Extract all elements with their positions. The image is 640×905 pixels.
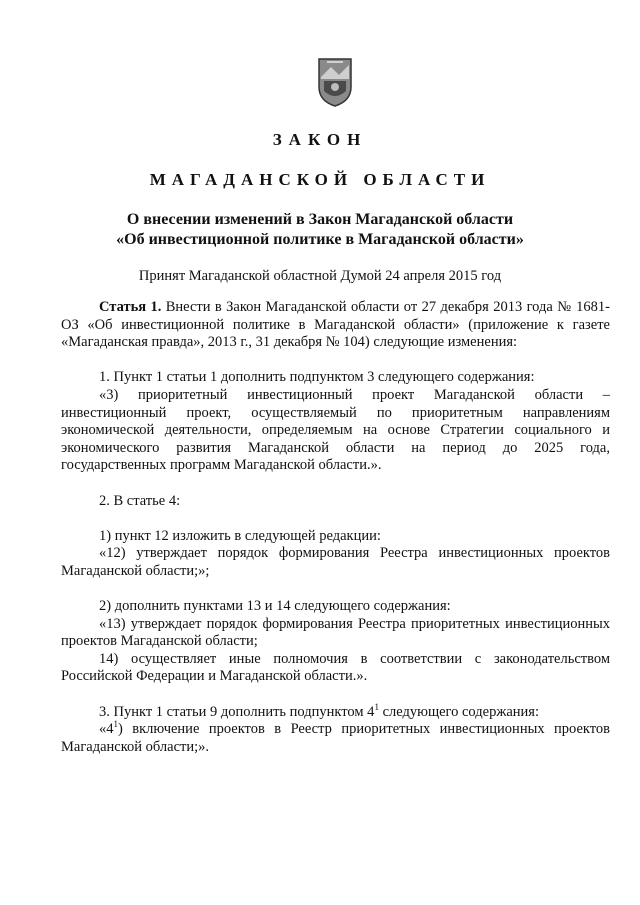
item-text	[61, 721, 610, 756]
item-heading-text: 3. Пункт 1 статьи 9 дополнить подпунктом 4	[99, 703, 375, 720]
subitem-heading: 1) пункт 12 изложить в следующей редакции:	[99, 527, 381, 544]
item-heading: 2. В статье 4:	[99, 492, 181, 509]
subitem-text: «13) утверждает порядок формирования Реестра приоритетных инвестиционных проектов Магаданской области;	[61, 615, 610, 650]
coat-of-arms-icon	[317, 57, 353, 107]
superscript: 1	[113, 719, 118, 730]
subject-line: «Об инвестиционной политике в Магаданской области»	[116, 231, 524, 248]
article-label: Статья 1.	[99, 299, 162, 315]
document-type-title: ЗАКОН	[272, 130, 368, 149]
subject-line: О внесении изменений в Закон Магаданской области	[126, 211, 514, 228]
region-title: МАГАДАНСКОЙ ОБЛАСТИ	[149, 170, 491, 189]
item-text: «3) приоритетный инвестиционный проект Магаданской области – инвестиционный проект, осуществляемый по приоритетным направлениям экономической деятельности, определяемым на основе Стратегии социального и экономического развития Магаданской области на период до 2025 года, государственных программ Магаданской области.».	[61, 386, 610, 474]
article-paragraph	[61, 299, 610, 352]
item-text-part: «4	[99, 721, 114, 738]
superscript: 1	[374, 701, 379, 712]
subitem-heading: 2) дополнить пунктами 13 и 14 следующего содержания:	[99, 598, 451, 615]
item-heading-text: следующего содержания:	[378, 703, 540, 720]
law-subject-title	[80, 210, 560, 250]
item-heading: 1. Пункт 1 статьи 1 дополнить подпунктом 3 следующего содержания:	[99, 369, 535, 386]
adoption-note: Принят Магаданской областной Думой 24 апреля 2015 год	[138, 268, 502, 284]
subitem-text: 14) осуществляет иные полномочия в соответствии с законодательством Российской Федерации и Магаданской области.».	[61, 650, 610, 685]
subitem-text: «12) утверждает порядок формирования Реестра инвестиционных проектов Магаданской области;»;	[61, 545, 610, 579]
item-heading	[61, 701, 610, 722]
article-text: Внести в Закон Магаданской области от 27 декабря 2013 года № 1681-ОЗ «Об инвестиционной политике в Магаданской области» (приложение к газете «Магаданская правда», 2013 г., 31 декабря № 104) следующие изменения:	[61, 299, 611, 351]
item-text-part: ) включение проектов в Реестр приоритетных инвестиционных проектов Магаданской области;».	[61, 721, 610, 755]
document-body	[61, 299, 610, 756]
